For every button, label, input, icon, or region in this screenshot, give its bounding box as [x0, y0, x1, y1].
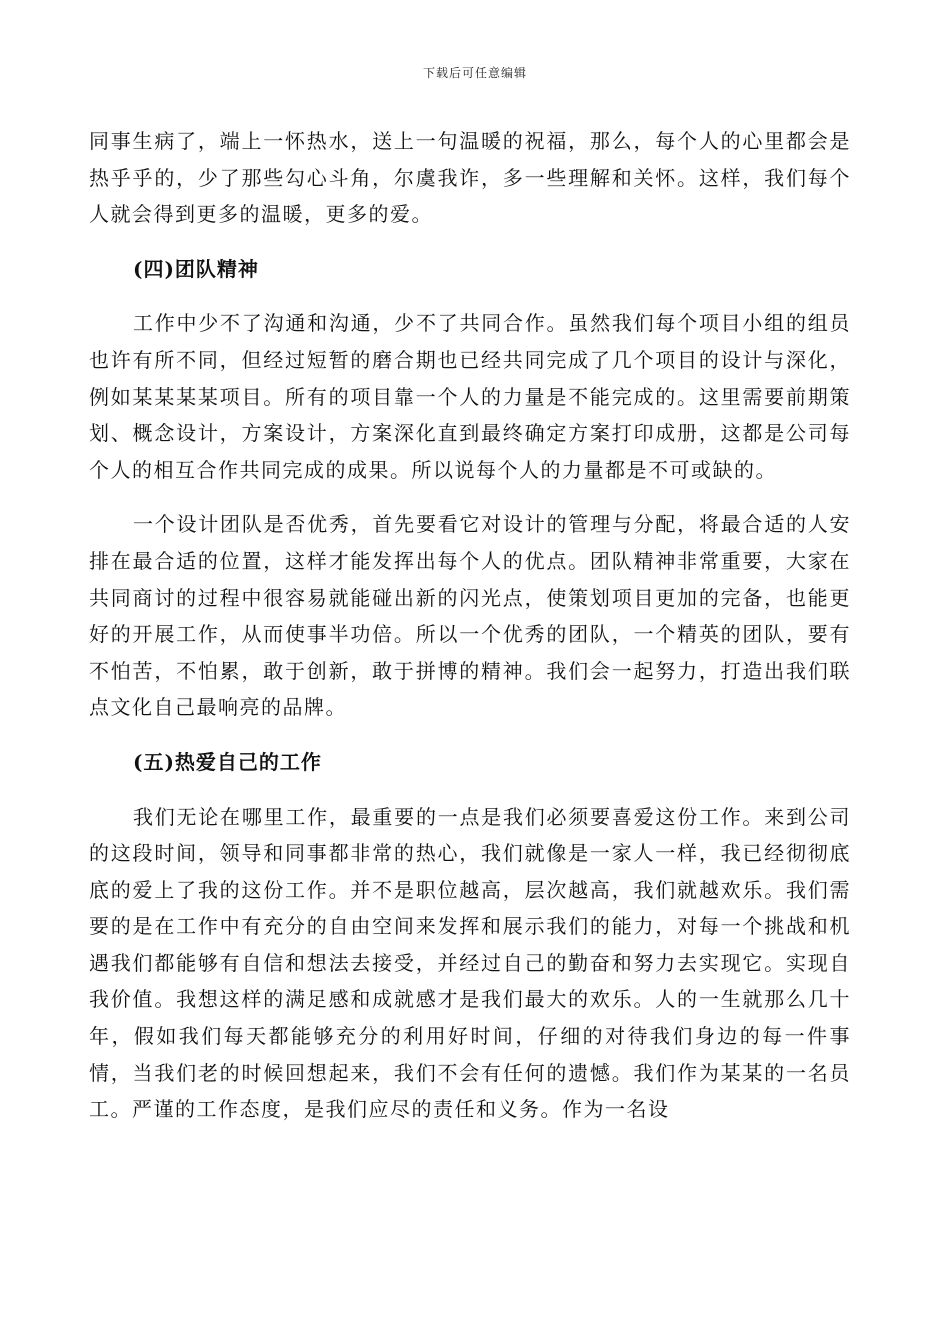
paragraph-1: 同事生病了，端上一怀热水，送上一句温暖的祝福，那么，每个人的心里都会是热乎乎的，少了那些勾心斗角，尔虞我诈，多一些理解和关怀。这样，我们每个人就会得到更多的温暖，更多的爱。 [89, 129, 851, 227]
section-heading-4: (四)团队精神 [133, 256, 259, 281]
spacer [89, 287, 851, 305]
spacer [89, 233, 851, 251]
section-heading-5: (五)热爱自己的工作 [133, 749, 322, 774]
page-header: 下载后可任意编辑 [422, 66, 527, 80]
spacer [89, 488, 851, 506]
paragraph-3: 一个设计团队是否优秀，首先要看它对设计的管理与分配，将最合适的人安排在最合适的位置，这样才能发挥出每个人的优点。团队精神非常重要，大家在共同商讨的过程中很容易就能碰出新的闪光点，使策划项目更加的完备，也能更好的开展工作，从而使事半功倍。所以一个优秀的团队，一个精英的团队，要有不怕苦，不怕累，敢于创新，敢于拼博的精神。我们会一起努力，打造出我们联点文化自己最响亮的品牌。 [89, 512, 851, 720]
paragraph-4: 我们无论在哪里工作，最重要的一点是我们必须要喜爱这份工作。来到公司的这段时间，领导和同事都非常的热心，我们就像是一家人一样，我已经彻彻底底的爱上了我的这份工作。并不是职位越高，层次越高，我们就越欢乐。我们需要的是在工作中有充分的自由空间来发挥和展示我们的能力，对每一个挑战和机遇我们都能够有自信和想法去接受，并经过自己的勤奋和努力去实现它。实现自我价值。我想这样的满足感和成就感才是我们最大的欢乐。人的一生就那么几十年，假如我们每天都能够充分的利用好时间，仔细的对待我们身边的每一件事情，当我们老的时候回想起来，我们不会有任何的遗憾。我们作为某某的一名员工。严谨的工作态度，是我们应尽的责任和义务。作为一名设 [89, 804, 851, 1122]
spacer [89, 726, 851, 744]
document-body [89, 123, 851, 1128]
paragraph-2: 工作中少不了沟通和沟通，少不了共同合作。虽然我们每个项目小组的组员也许有所不同，但经过短暂的磨合期也已经共同完成了几个项目的设计与深化，例如某某某某项目。所有的项目靠一个人的力量是不能完成的。这里需要前期策划、概念设计，方案设计，方案深化直到最终确定方案打印成册，这都是公司每个人的相互合作共同完成的成果。所以说每个人的力量都是不可或缺的。 [89, 311, 851, 482]
spacer [89, 781, 851, 799]
